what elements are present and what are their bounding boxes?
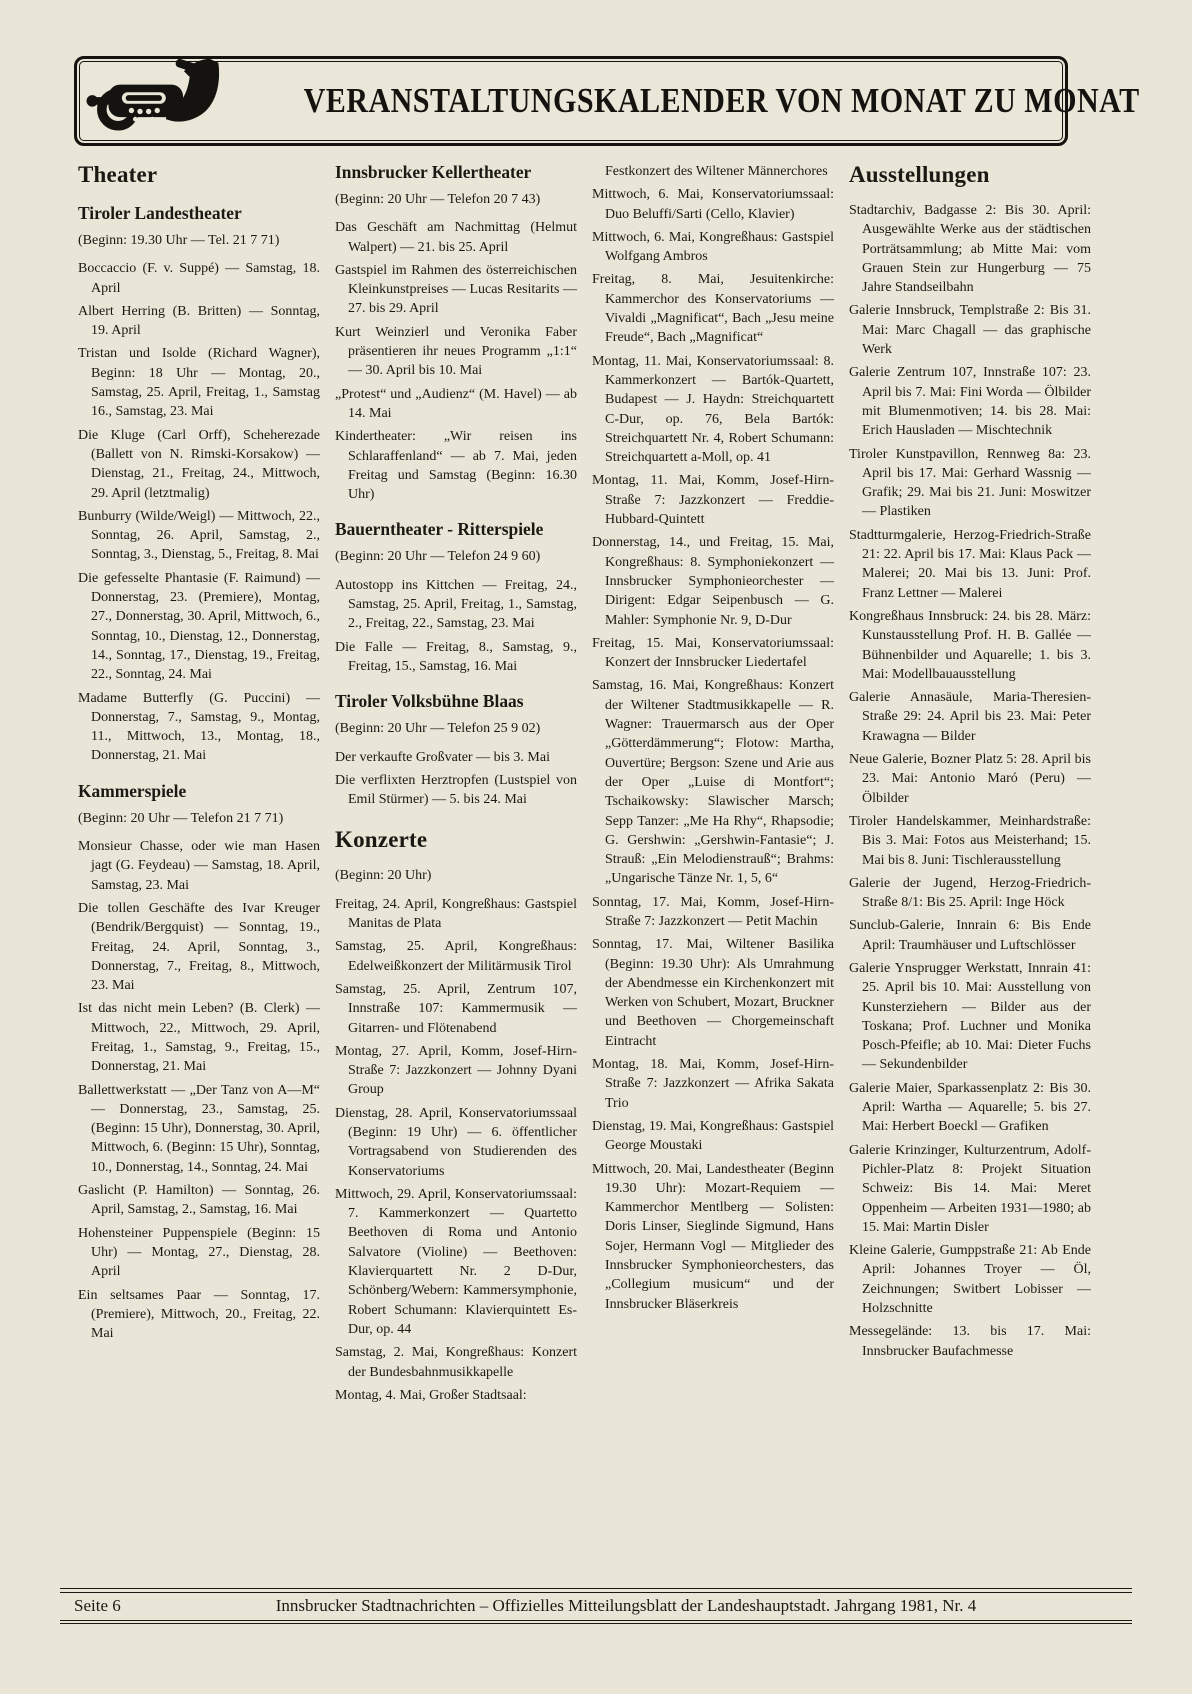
event-entry: Madame Butterfly (G. Puccini) — Donnerstag, 7., Samstag, 9., Montag, 11., Mittwoch, 13., Montag, 18., Donnerstag, 21. Mai [78, 690, 320, 764]
venue-info: (Beginn: 19.30 Uhr — Tel. 21 7 71) [78, 233, 280, 248]
event-entry: Stadtturmgalerie, Herzog-Friedrich-Straße 21: 22. April bis 17. Mai: Klaus Pack — Malerei; 20. Mai bis 13. Juni: Prof. Franz Lettner — Malerei [849, 527, 1091, 601]
venue-info: (Beginn: 20 Uhr — Telefon 20 7 43) [335, 192, 541, 207]
event-entry: Sonntag, 17. Mai, Komm, Josef-Hirn-Straße 7: Jazzkonzert — Petit Machin [592, 894, 834, 929]
trumpet-icon [83, 56, 241, 142]
event-entry: Autostopp ins Kittchen — Freitag, 24., Samstag, 25. April, Freitag, 1., Samstag, 2., Freitag, 22., Samstag, 23. Mai [335, 577, 577, 632]
event-entry: Stadtarchiv, Badgasse 2: Bis 30. April: Ausgewählte Werke aus der städtischen Porträtsammlung; ab Mitte Mai: vom Grauen Stein zur Hungerburg — 75 Jahre Standseilbahn [849, 203, 1091, 296]
event-entry: Mittwoch, 29. April, Konservatoriumssaal: 7. Kammerkonzert — Quartetto Beethoven di Roma und Antonio Salvatore (Violine) — Beethoven: Klavierquartett Nr. 2 D-Dur, Schönberg/Webern: Kammersymphonie, Robert Schumann: Klavierquintett Es-Dur, op. 44 [335, 1186, 577, 1337]
event-entry: Tristan und Isolde (Richard Wagner), Beginn: 18 Uhr — Montag, 20., Samstag, 25. April, Freitag, 1., Samstag 16., Samstag, 23. Mai [78, 346, 320, 420]
event-entry: Kindertheater: „Wir reisen ins Schlaraffenland“ — ab 7. Mai, jeden Freitag und Samstag (Beginn: 16.30 Uhr) [335, 429, 577, 503]
column-kellertheater-konzerte [335, 162, 577, 1590]
event-entry: „Protest“ und „Audienz“ (M. Havel) — ab 14. Mai [335, 386, 577, 421]
event-entry: Samstag, 16. Mai, Kongreßhaus: Konzert der Wiltener Stadtmusikkapelle — R. Wagner: Trauermarsch aus der Oper „Götterdämmerung“; Flotow: Martha, Ouvertüre; Bergson: Szene und Arie aus der Oper „Luise di Montfort“; Tschaikowsky: Slawischer Marsch; Sepp Tanzer: „Me Ha Rhy“, Rhapsodie; G. Gershwin: „Gershwin-Fantasie“; J. Strauß: „Ein Melodienstrauß“; Brahms: „Ungarische Tänze Nr. 1, 5, 6“ [592, 678, 834, 887]
event-entry: Mittwoch, 20. Mai, Landestheater (Beginn 19.30 Uhr): Mozart-Requiem — Kammerchor Mentlberg — Solisten: Doris Linser, Sieglinde Sigmund, Hans Sojer, Hermann Vogl — Mitglieder des Innsbrucker Symphonieorchesters, das „Collegium musicum“ und der Innsbrucker Bläserkreis [592, 1161, 834, 1312]
footer-title: Innsbrucker Stadtnachrichten – Offizielles Mitteilungsblatt der Landeshauptstadt. Jahrgang 1981, Nr. 4 [275, 1596, 977, 1615]
event-entry: Albert Herring (B. Britten) — Sonntag, 19. April [78, 303, 320, 339]
event-entry: Galerie Innsbruck, Templstraße 2: Bis 31. Mai: Marc Chagall — das graphische Werk [849, 303, 1091, 358]
event-entry: Freitag, 8. Mai, Jesuitenkirche: Kammerchor des Konservatoriums — Vivaldi „Magnificat“, Bach „Jesu meine Freude“, Bach „Magnificat“ [592, 272, 834, 346]
event-entry: Ist das nicht mein Leben? (B. Clerk) — Mittwoch, 22., Mittwoch, 29. April, Freitag, 1., Samstag, 9., Freitag, 15., Donnerstag, 21. Mai [78, 1001, 320, 1075]
event-entry: Ballettwerkstatt — „Der Tanz von A—M“ — Donnerstag, 23., Samstag, 25. (Beginn: 15 Uhr), Donnerstag, 30. April, Mittwoch, 6. (Beginn: 15 Uhr), Sonntag, 10., Donnerstag, 14., Sonntag, 24. Mai [78, 1082, 320, 1175]
event-entry: Montag, 11. Mai, Komm, Josef-Hirn-Straße 7: Jazzkonzert — Freddie-Hubbard-Quintett [592, 473, 834, 528]
venue-info: (Beginn: 20 Uhr) [335, 868, 432, 884]
event-entry: Dienstag, 19. Mai, Kongreßhaus: Gastspiel George Moustaki [592, 1118, 834, 1154]
event-entry: Tiroler Kunstpavillon, Rennweg 8a: 23. April bis 17. Mai: Gerhard Wassnig — Grafik; 29. Mai bis 21. Juni: Moswitzer — Plastiken [849, 446, 1091, 520]
event-entry: Monsieur Chasse, oder wie man Hasen jagt (G. Feydeau) — Samstag, 18. April, Samstag, 23. Mai [78, 839, 320, 893]
venue-info: (Beginn: 20 Uhr — Telefon 24 9 60) [335, 549, 541, 565]
event-entry: Freitag, 24. April, Kongreßhaus: Gastspiel Manitas de Plata [335, 896, 577, 932]
event-entry: Der verkaufte Großvater — bis 3. Mai [335, 749, 550, 765]
column-konzerte-fortsetzung [592, 162, 834, 1590]
event-entry: Kurt Weinzierl und Veronika Faber präsentieren ihr neues Programm „1:1“ — 30. April bis 10. Mai [335, 324, 577, 379]
event-entry: Bunburry (Wilde/Weigl) — Mittwoch, 22., Sonntag, 26. April, Samstag, 2., Sonntag, 3., Dienstag, 5., Freitag, 8. Mai [78, 508, 320, 563]
event-entry: Montag, 11. Mai, Konservatoriumssaal: 8. Kammerkonzert — Bartók-Quartett, Budapest — J. Haydn: Streichquartett C-Dur, op. 76, Bela Bartók: Streichquartett Nr. 4, Robert Schumann: Streichquartett a-Moll, op. 41 [592, 353, 834, 466]
event-entry: Galerie Maier, Sparkassenplatz 2: Bis 30. April: Wartha — Aquarelle; 5. bis 27. Mai: Herbert Boeckl — Grafiken [849, 1080, 1091, 1135]
event-entry: Dienstag, 28. April, Konservatoriumssaal (Beginn: 19 Uhr) — 6. öffentlicher Vortragsabend von Studierenden des Konservatoriums [335, 1105, 577, 1179]
venue-title: Kammerspiele [78, 780, 187, 801]
event-entry: Die verflixten Herztropfen (Lustspiel von Emil Stürmer) — 5. bis 24. Mai [335, 772, 577, 808]
venue-title: Tiroler Landestheater [78, 203, 242, 223]
column-ausstellungen [849, 162, 1091, 1590]
event-entry: Kleine Galerie, Gumppstraße 21: Ab Ende April: Johannes Troyer — Öl, Zeichnungen; Switbert Lobisser — Holzschnitte [849, 1243, 1091, 1317]
event-entry: Messegelände: 13. bis 17. Mai: Innsbrucker Baufachmesse [849, 1324, 1091, 1359]
event-entry: Boccaccio (F. v. Suppé) — Samstag, 18. April [78, 261, 320, 296]
venue-info: (Beginn: 20 Uhr — Telefon 25 9 02) [335, 721, 541, 737]
event-entry: Galerie Annasäule, Maria-Theresien-Straße 29: 24. April bis 23. Mai: Peter Krawagna — Bilder [849, 690, 1091, 744]
section-title: Theater [78, 162, 158, 187]
event-entry: Freitag, 15. Mai, Konservatoriumssaal: Konzert der Innsbrucker Liedertafel [592, 635, 834, 671]
event-entry: Galerie Zentrum 107, Innstraße 107: 23. April bis 7. Mai: Fini Worda — Ölbilder mit Blumenmotiven; 14. bis 28. Mai: Erich Hausladen — Mischtechnik [849, 365, 1091, 439]
event-entry: Sunclub-Galerie, Innrain 6: Bis Ende April: Traumhäuser und Luftschlösser [849, 918, 1091, 953]
event-entry: Die Kluge (Carl Orff), Scheherezade (Ballett von N. Rimski-Korsakow) — Dienstag, 21., Freitag, 24., Mittwoch, 29. April (letztmalig) [78, 427, 320, 501]
event-entry: Die tollen Geschäfte des Ivar Kreuger (Bendrik/Bergquist) — Sonntag, 19., Freitag, 24. April, Sonntag, 3., Donnerstag, 7., Freitag, 8., Mittwoch, 23. Mai [78, 900, 320, 994]
column-theater [78, 162, 320, 1590]
event-entry: Sonntag, 17. Mai, Wiltener Basilika (Beginn: 19.30 Uhr): Als Umrahmung der Abendmesse ein Kirchenkonzert mit Werken von Schubert, Mozart, Bruckner und Beethoven — Chorgemeinschaft Eintracht [592, 937, 834, 1049]
event-entry: Montag, 4. Mai, Großer Stadtsaal: [335, 1387, 527, 1403]
event-entry: Samstag, 2. Mai, Kongreßhaus: Konzert der Bundesbahnmusikkapelle [335, 1345, 577, 1380]
footer-rules [60, 1588, 1132, 1624]
event-entry-continued: Festkonzert des Wiltener Männerchores [605, 164, 828, 179]
event-entry: Donnerstag, 14., und Freitag, 15. Mai, Kongreßhaus: 8. Symphoniekonzert — Innsbrucker Symphonieorchester — Dirigent: Edgar Seipenbusch — G. Mahler: Symphonie Nr. 9, D-Dur [592, 535, 834, 628]
event-entry: Die Falle — Freitag, 8., Samstag, 9., Freitag, 15., Samstag, 16. Mai [335, 639, 577, 674]
event-entry: Kongreßhaus Innsbruck: 24. bis 28. März: Kunstausstellung Prof. H. B. Gallée — Bühnenbilder und Aquarelle; 1. bis 3. Mai: Modellbauausstellung [849, 608, 1091, 682]
venue-title: Tiroler Volksbühne Blaas [335, 691, 524, 712]
event-entry: Das Geschäft am Nachmittag (Helmut Walpert) — 21. bis 25. April [335, 220, 577, 255]
event-entry: Gaslicht (P. Hamilton) — Sonntag, 26. April, Samstag, 2., Samstag, 16. Mai [78, 1183, 320, 1218]
calendar-columns [78, 162, 1091, 1590]
header-banner [74, 56, 1140, 146]
event-entry: Samstag, 25. April, Kongreßhaus: Edelweißkonzert der Militärmusik Tirol [335, 939, 577, 974]
event-entry: Montag, 27. April, Komm, Josef-Hirn-Straße 7: Jazzkonzert — Johnny Dyani Group [335, 1043, 577, 1098]
section-title: Ausstellungen [849, 162, 990, 187]
venue-info: (Beginn: 20 Uhr — Telefon 21 7 71) [78, 810, 284, 826]
event-entry: Galerie Krinzinger, Kulturzentrum, Adolf-Pichler-Platz 8: Projekt Situation Schweiz: Bis 14. Mai: Meret Oppenheim — Arbeiten 1931—1980; ab 15. Mai: Martin Disler [849, 1142, 1091, 1235]
event-entry: Galerie der Jugend, Herzog-Friedrich-Straße 8/1: Bis 25. April: Inge Höck [849, 875, 1091, 911]
event-entry: Samstag, 25. April, Zentrum 107, Innstraße 107: Kammermusik — Gitarren- und Flötenabend [335, 981, 577, 1036]
event-entry: Mittwoch, 6. Mai, Konservatoriumssaal: Duo Beluffi/Sarti (Cello, Klavier) [592, 187, 834, 222]
event-entry: Galerie Ynsprugger Werkstatt, Innrain 41: 25. April bis 10. Mai: Ausstellung von Kunsterziehern — Bilder aus der Toskana; Prof. Luchner und Monika Posch-Pfeifle; ab 10. Mai: Dieter Fuchs — Sekundenbilder [849, 960, 1091, 1073]
event-entry: Hohensteiner Puppenspiele (Beginn: 15 Uhr) — Montag, 27., Dienstag, 28. April [78, 1225, 320, 1280]
event-entry: Neue Galerie, Bozner Platz 5: 28. April bis 23. Mai: Antonio Maró (Peru) — Ölbilder [849, 752, 1091, 806]
event-entry: Tiroler Handelskammer, Meinhardstraße: Bis 3. Mai: Fotos aus Meisterhand; 15. Mai bis 8. Juni: Tischlerausstellung [849, 813, 1091, 868]
venue-title: Bauerntheater - Ritterspiele [335, 519, 544, 540]
page-number: Seite 6 [74, 1596, 121, 1615]
event-entry: Montag, 18. Mai, Komm, Josef-Hirn-Straße 7: Jazzkonzert — Afrika Sakata Trio [592, 1057, 834, 1111]
page-title: VERANSTALTUNGSKALENDER VON MONAT ZU MONAT [303, 81, 1140, 120]
event-entry: Mittwoch, 6. Mai, Kongreßhaus: Gastspiel Wolfgang Ambros [592, 229, 834, 265]
section-title: Konzerte [335, 827, 428, 853]
event-entry: Die gefesselte Phantasie (F. Raimund) — Donnerstag, 23. (Premiere), Montag, 27., Donnerstag, 30. April, Mittwoch, 6., Sonntag, 10., Dienstag, 12., Donnerstag, 14., Sonntag, 17., Dienstag, 19., Freitag, 22., Sonntag, 24. Mai [78, 570, 320, 683]
event-entry: Ein seltsames Paar — Sonntag, 17. (Premiere), Mittwoch, 20., Freitag, 22. Mai [78, 1287, 320, 1342]
page-footer [60, 1588, 1132, 1624]
event-entry: Gastspiel im Rahmen des österreichischen Kleinkunstpreises — Lucas Resitarits — 27. bis 29. April [335, 262, 577, 317]
venue-title: Innsbrucker Kellertheater [335, 162, 532, 182]
